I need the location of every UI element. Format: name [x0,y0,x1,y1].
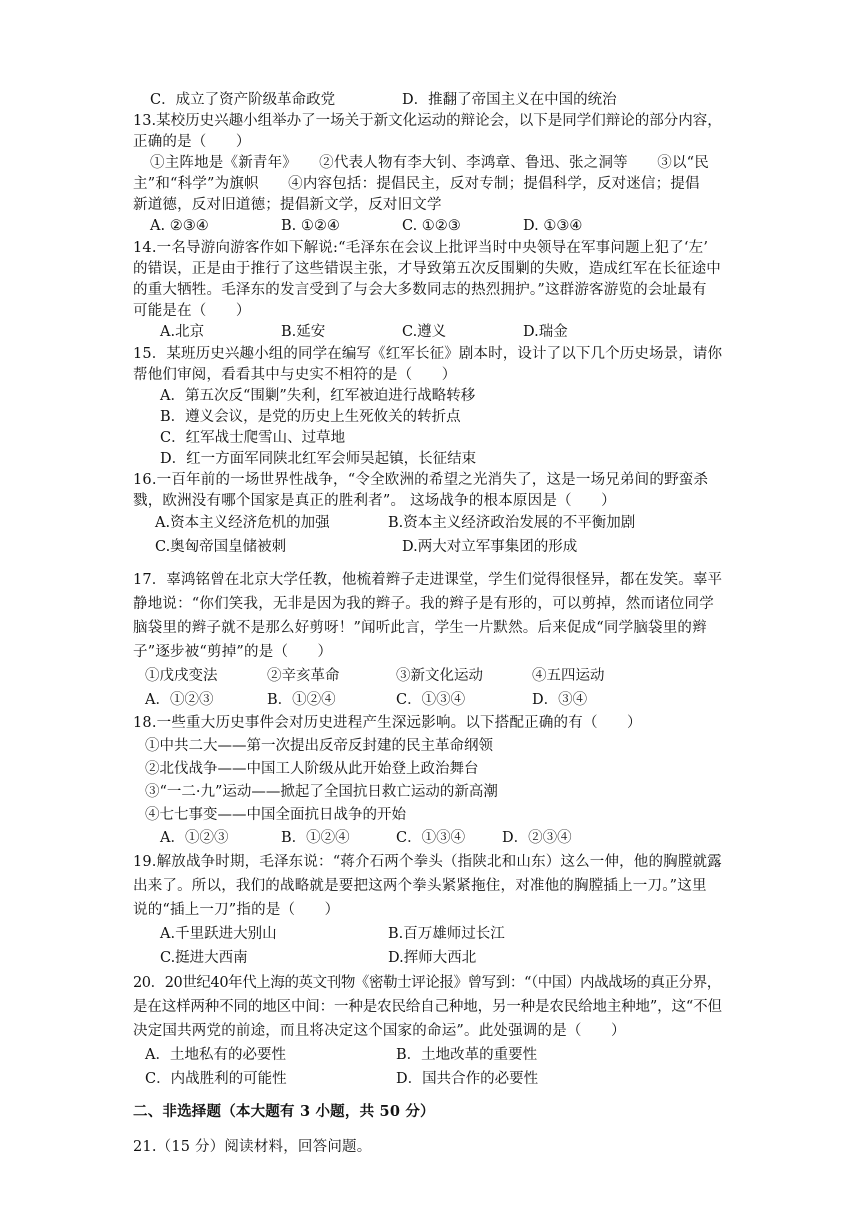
q19-option-b: B.百万雄师过长江 [388,926,505,942]
q13-option-b: B. ①②④ [281,218,340,234]
q18-option-b: B．①②④ [281,830,350,846]
q15-option-b: B．遵义会议，是党的历史上生死攸关的转折点 [160,409,461,425]
q16-option-d: D.两大对立军事集团的形成 [402,539,578,555]
q21-stem-line-1: 21.（15 分）阅读材料，回答问题。 [133,1139,372,1155]
q19-stem-line-3: 说的“插上一刀”指的是（ ） [133,902,340,918]
q20-option-d: D．国共合作的必要性 [396,1071,539,1087]
q14-stem-line-2: 的错误，正是由于推行了这些错误主张，才导致第五次反围剿的失败，造成红军在长征途中 [133,261,721,277]
q20-option-a: A．土地私有的必要性 [145,1047,286,1063]
q17-item-2: ②辛亥革命 [267,668,340,684]
q13-stem-line-1: 13.某校历史兴趣小组举办了一场关于新文化运动的辩论会，以下是同学们辩论的部分内容， [133,113,722,129]
q15-stem-line-1: 15．某班历史兴趣小组的同学在编写《红军长征》剧本时，设计了以下几个历史场景，请你 [133,346,723,362]
q12-option-c: C．成立了资产阶级革命政党 [150,92,336,108]
q14-stem-line-3: 的重大牺牲。毛泽东的发言受到了与会大多数同志的热烈拥护。”这群游客游览的会址最有 [133,282,707,298]
q17-option-a: A．①②③ [145,692,214,708]
q16-option-c: C.奥匈帝国皇储被刺 [155,539,287,555]
q20-stem-line-3: 决定国共两党的前途，而且将决定这个国家的命运”。此处强调的是（ ） [133,1023,626,1039]
q14-option-d: D.瑞金 [523,324,568,340]
q16-stem-line-1: 16.一百年前的一场世界性战争，“令全欧洲的希望之光消失了，这是一场兄弟间的野蛮杀 [133,472,709,488]
q18-stem-line-1: 18.一些重大历史事件会对历史进程产生深远影响。以下搭配正确的有（ ） [133,715,642,731]
q20-option-c: C．内战胜利的可能性 [145,1071,287,1087]
q14-stem-line-4: 可能是在（ ） [133,303,251,319]
q19-stem-line-2: 出来了。所以，我们的战略就是要把这两个拳头紧紧拖住，对准他的胸膛插上一刀。”这里 [133,878,707,894]
q17-item-1: ①戊戌变法 [145,668,218,684]
q18-option-c: C．①③④ [396,830,466,846]
section-heading: 二、非选择题（本大题有 3 小题，共 50 分） [133,1103,435,1120]
q12-option-d: D．推翻了帝国主义在中国的统治 [402,92,617,108]
q13-stem-line-3: ①主阵地是《新青年》 ②代表人物有李大钊、李鸿章、鲁迅、张之洞等 ③以“民 [150,155,709,171]
q15-option-c: C．红军战士爬雪山、过草地 [160,430,346,446]
q13-option-d: D. ①③④ [523,218,583,234]
q19-stem-line-1: 19.解放战争时期，毛泽东说：“蒋介石两个拳头（指陕北和山东）这么一伸，他的胸膛就露 [133,854,722,870]
q20-stem-line-2: 是在这样两种不同的地区中间：一种是农民给自己种地，另一种是农民给地主种地”，这“不但 [133,999,722,1015]
q16-stem-line-2: 戮，欧洲没有哪个国家是真正的胜利者”。 这场战争的根本原因是（ ） [133,493,616,509]
q18-option-a: A．①②③ [160,830,229,846]
q14-stem-line-1: 14.一名导游向游客作如下解说:“毛泽东在会议上批评当时中央领导在军事问题上犯了‘左’ [133,240,709,256]
q16-option-a: A.资本主义经济危机的加强 [155,515,330,531]
q17-stem-line-3: 脑袋里的辫子就不是那么好剪呀！”闻听此言，学生一片默然。后来促成“同学脑袋里的辫 [133,620,707,636]
q17-item-4: ④五四运动 [532,668,605,684]
q14-option-a: A.北京 [160,324,205,340]
q16-option-b: B.资本主义经济政治发展的不平衡加剧 [388,515,636,531]
q13-stem-line-4: 主”和“科学”为旗帜 ④内容包括：提倡民主，反对专制；提倡科学，反对迷信；提倡 [133,176,700,192]
q17-stem-line-4: 子”逐步被“剪掉”的是（ ） [133,644,333,660]
q14-option-b: B.延安 [281,324,326,340]
q19-option-c: C.挺进大西南 [160,950,248,966]
q18-item-2: ②北伐战争——中国工人阶级从此开始登上政治舞台 [145,761,479,777]
q15-stem-line-2: 帮他们审阅，看看其中与史实不相符的是（ ） [133,367,457,383]
q17-option-d: D．③④ [532,692,588,708]
q13-stem-line-2: 正确的是（ ） [133,134,251,150]
q19-option-d: D.挥师大西北 [388,950,477,966]
q17-option-c: C．①③④ [396,692,466,708]
q13-option-c: C. ①②③ [402,218,461,234]
q15-option-a: A．第五次反“围剿”失利，红军被迫进行战略转移 [160,388,476,404]
q13-stem-line-5: 新道德，反对旧道德；提倡新文学，反对旧文学 [133,197,442,213]
q14-option-c: C.遵义 [402,324,447,340]
q13-option-a: A. ②③④ [150,218,209,234]
q18-item-3: ③“一二·九”运动——掀起了全国抗日救亡运动的新高潮 [145,784,498,800]
q17-item-3: ③新文化运动 [396,668,483,684]
q18-item-1: ①中共二大——第一次提出反帝反封建的民主革命纲领 [145,738,493,754]
q15-option-d: D．红一方面军同陕北红军会师吴起镇，长征结束 [160,451,477,467]
q18-option-d: D．②③④ [502,830,572,846]
q17-stem-line-1: 17．辜鸿铭曾在北京大学任教，他梳着辫子走进课堂，学生们觉得很怪异，都在发笑。辜平 [133,572,723,588]
q17-stem-line-2: 静地说：“你们笑我，无非是因为我的辫子。我的辫子是有形的，可以剪掉，然而诸位同学 [133,596,714,612]
q18-item-4: ④七七事变——中国全面抗日战争的开始 [145,807,406,823]
q20-option-b: B．土地改革的重要性 [396,1047,538,1063]
q19-option-a: A.千里跃进大别山 [160,926,277,942]
q17-option-b: B．①②④ [267,692,336,708]
q20-stem-line-1: 20．20世纪40年代上海的英文刊物《密勒士评论报》曾写到：“（中国）内战战场的真正分界， [133,975,721,991]
